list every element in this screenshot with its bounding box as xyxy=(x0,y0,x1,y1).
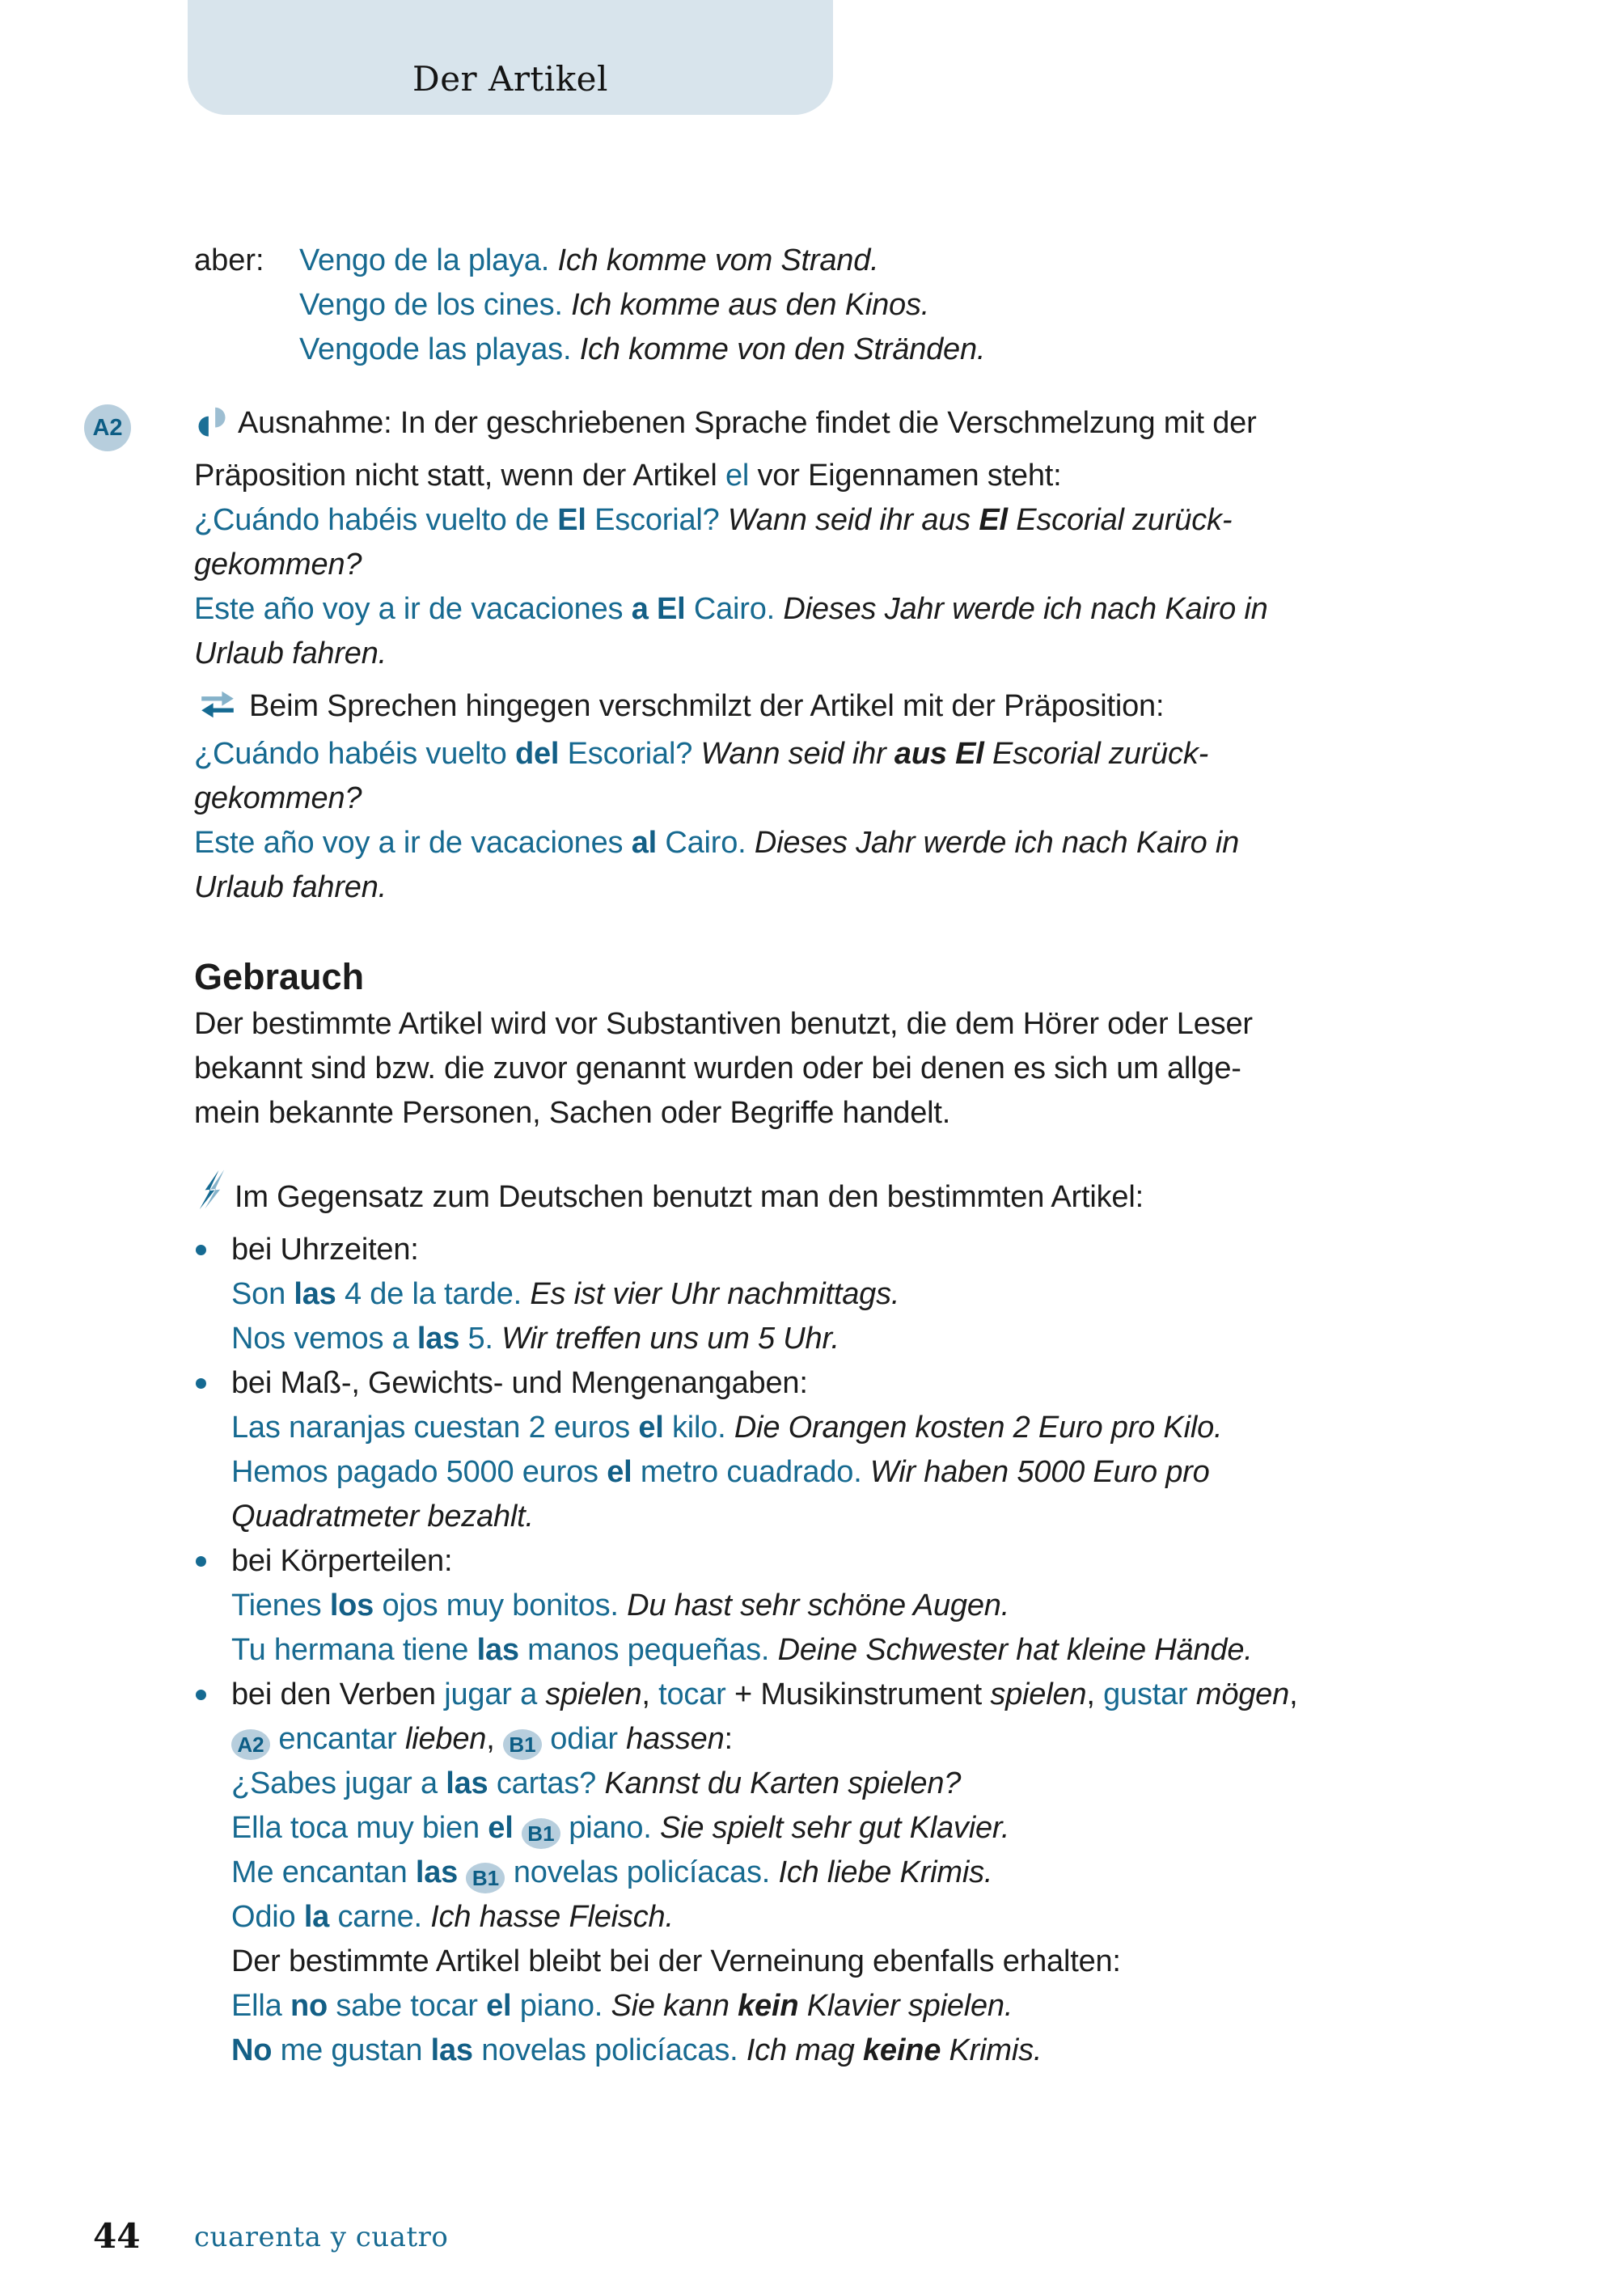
text-run: keine xyxy=(863,2033,941,2067)
bullet-dot xyxy=(196,1556,206,1567)
page-content xyxy=(92,239,1592,2073)
text-run: Ich liebe Krimis. xyxy=(778,1855,993,1889)
text-line xyxy=(194,239,1592,283)
text-run: el xyxy=(488,1811,514,1845)
text-run: bei den Verben xyxy=(231,1677,445,1711)
text-line xyxy=(194,1717,1592,1762)
sprechen-paragraph xyxy=(194,684,1592,910)
text-run: Wann seid ihr xyxy=(700,737,894,771)
text-run: El xyxy=(979,503,1008,537)
text-run: ¿Cuándo habéis vuelto xyxy=(194,737,515,771)
text-run: Ich komme vom Strand. xyxy=(557,243,879,277)
text-run: las xyxy=(294,1277,336,1311)
bullet-dot xyxy=(196,1378,206,1389)
text-run: Ausnahme: In der geschriebenen Sprache findet die Verschmelzung mit der xyxy=(238,406,1257,440)
text-run: Cairo. xyxy=(656,826,755,860)
text-run: No xyxy=(231,2033,273,2067)
text-run: bei Maß-, Gewichts- und Mengenangaben: xyxy=(231,1366,808,1400)
text-line xyxy=(194,2029,1592,2073)
text-line xyxy=(194,1361,1592,1406)
text-run: lieben xyxy=(405,1722,487,1756)
text-run: piano. xyxy=(511,1989,611,2023)
gebrauch-paragraph xyxy=(194,1002,1592,1136)
text-run: kilo. xyxy=(663,1411,734,1445)
text-line xyxy=(194,1047,1592,1091)
text-run: piano. xyxy=(560,1811,660,1845)
text-run: manos pequeñas. xyxy=(518,1633,778,1667)
text-run: Escorial? xyxy=(559,737,701,771)
text-line xyxy=(194,1228,1592,1272)
artikel-usage-list xyxy=(194,1228,1592,2073)
text-run: el xyxy=(486,1989,512,2023)
text-run: gustar xyxy=(1103,1677,1188,1711)
text-run: El xyxy=(557,503,586,537)
text-run: del xyxy=(514,737,560,771)
text-run: Dieses Jahr werde ich nach Kairo in xyxy=(783,592,1268,626)
text-run: Este año voy a ir de vacaciones xyxy=(194,592,632,626)
level-badge-b1: B1 xyxy=(466,1863,505,1893)
text-run: Der bestimmte Artikel wird vor Substantiven benutzt, die dem Hörer oder Leser xyxy=(194,1007,1253,1041)
text-run: Nos vemos a xyxy=(231,1322,417,1356)
text-run: Las naranjas cuestan 2 euros xyxy=(231,1411,639,1445)
text-run: Sie spielt sehr gut Klavier. xyxy=(659,1811,1010,1845)
text-run: odiar xyxy=(541,1722,627,1756)
text-run: Son xyxy=(231,1277,294,1311)
text-run: Krimis. xyxy=(941,2033,1042,2067)
text-run: Vengo de los cines. xyxy=(299,288,572,322)
text-line xyxy=(194,865,1592,910)
text-run: las xyxy=(415,1855,459,1889)
text-run: , xyxy=(1086,1677,1104,1711)
text-run: las xyxy=(476,1633,519,1667)
text-run: Odio xyxy=(231,1900,304,1934)
text-run: Vengode las playas. xyxy=(299,332,580,366)
text-line xyxy=(194,1272,1592,1317)
text-run: encantar xyxy=(270,1722,405,1756)
text-run: Ich mag xyxy=(746,2033,863,2067)
text-run: Quadratmeter bezahlt. xyxy=(231,1500,534,1534)
text-line xyxy=(194,684,1592,732)
text-run: Este año voy a ir de vacaciones xyxy=(194,826,632,860)
bullet-dot xyxy=(196,1245,206,1255)
text-run: bei Körperteilen: xyxy=(231,1544,453,1578)
text-line xyxy=(194,1317,1592,1361)
text-run: Vengo de la playa. xyxy=(299,243,558,277)
text-run: al xyxy=(631,826,657,860)
text-run: Es ist vier Uhr nachmittags. xyxy=(530,1277,900,1311)
text-run: Escorial zurück- xyxy=(983,737,1209,771)
text-run: Tienes xyxy=(231,1589,330,1622)
text-run: gekommen? xyxy=(194,781,362,815)
text-run: Ella xyxy=(231,1989,290,2023)
text-run: Die Orangen kosten 2 Euro pro Kilo. xyxy=(734,1411,1223,1445)
text-line xyxy=(194,632,1592,676)
text-line xyxy=(194,1002,1592,1047)
text-line xyxy=(194,1851,1592,1895)
text-run: Beim Sprechen hingegen verschmilzt der Artikel mit der Präposition: xyxy=(249,689,1165,723)
text-run: , xyxy=(1289,1677,1298,1711)
text-line xyxy=(194,1806,1592,1851)
text-run: los xyxy=(329,1589,374,1622)
text-run: Wann seid ihr aus xyxy=(727,503,979,537)
text-run: Deine Schwester hat kleine Hände. xyxy=(777,1633,1253,1667)
text-run: a El xyxy=(631,592,686,626)
header-tab xyxy=(188,0,833,115)
level-badge-b1: B1 xyxy=(503,1729,542,1760)
page-number-words: cuarenta y cuatro xyxy=(194,2221,449,2253)
text-run: , xyxy=(641,1677,659,1711)
text-run: Ella toca muy bien xyxy=(231,1811,488,1845)
text-line xyxy=(194,401,1592,454)
text-run: el xyxy=(638,1411,664,1445)
text-run: las xyxy=(430,2033,473,2067)
page-footer xyxy=(93,2216,1575,2256)
text-run: Dieses Jahr werde ich nach Kairo in xyxy=(754,826,1240,860)
text-line xyxy=(194,587,1592,632)
text-run: Sie kann xyxy=(611,1989,738,2023)
text-line xyxy=(194,283,1592,328)
text-run: ¿Sabes jugar a xyxy=(231,1766,446,1800)
text-run: jugar a xyxy=(444,1677,546,1711)
text-run: Der bestimmte Artikel bleibt bei der Verneinung ebenfalls erhalten: xyxy=(231,1944,1121,1978)
text-run: spielen xyxy=(990,1677,1087,1711)
text-run: no xyxy=(290,1989,328,2023)
text-run: 4 de la tarde. xyxy=(336,1277,531,1311)
text-run xyxy=(458,1855,466,1889)
text-run: las xyxy=(417,1322,460,1356)
page-title: Der Artikel xyxy=(412,59,608,99)
text-run: + Musikinstrument xyxy=(725,1677,991,1711)
text-run: : xyxy=(724,1722,733,1756)
text-run: el xyxy=(725,459,750,493)
text-run xyxy=(1188,1677,1196,1711)
half-circle-icon xyxy=(194,405,230,454)
text-run: Hemos pagado 5000 euros xyxy=(231,1455,607,1489)
ausnahme-paragraph xyxy=(92,401,1592,676)
text-run: Du hast sehr schöne Augen. xyxy=(627,1589,1010,1622)
aber-label: aber: xyxy=(194,243,264,277)
text-run: Escorial? xyxy=(586,503,728,537)
text-run: aus El xyxy=(894,737,984,771)
text-run: Klavier spielen. xyxy=(798,1989,1013,2023)
text-line xyxy=(194,1450,1592,1495)
text-line xyxy=(194,1628,1592,1673)
text-run: ¿Cuándo habéis vuelto de xyxy=(194,503,558,537)
text-run: hassen xyxy=(626,1722,725,1756)
text-run: Wir treffen uns um 5 Uhr. xyxy=(501,1322,839,1356)
gegensatz-intro xyxy=(194,1170,1592,1228)
text-run: spielen xyxy=(545,1677,642,1711)
text-run: Escorial zurück- xyxy=(1007,503,1233,537)
text-line xyxy=(194,1091,1592,1136)
text-line xyxy=(194,1406,1592,1450)
text-run: Urlaub fahren. xyxy=(194,637,387,671)
text-run: vor Eigennamen steht: xyxy=(749,459,1062,493)
gebrauch-heading xyxy=(194,952,1592,1002)
text-run: Ich hasse Fleisch. xyxy=(430,1900,674,1934)
text-run: cartas? xyxy=(488,1766,605,1800)
text-run: Kannst du Karten spielen? xyxy=(604,1766,962,1800)
text-run: mein bekannte Personen, Sachen oder Begriffe handelt. xyxy=(194,1096,951,1130)
page-number: 44 xyxy=(93,2216,141,2256)
text-run: carne. xyxy=(329,1900,431,1934)
text-run: novelas policíacas. xyxy=(505,1855,779,1889)
level-badge-a2: A2 xyxy=(231,1729,270,1760)
text-line xyxy=(194,1984,1592,2029)
text-line xyxy=(194,454,1592,498)
text-run: la xyxy=(303,1900,330,1934)
text-run: gekommen? xyxy=(194,548,362,582)
text-run: 5. xyxy=(459,1322,502,1356)
section-heading-text: Gebrauch xyxy=(194,956,365,997)
text-line xyxy=(194,821,1592,865)
text-run: Präposition nicht statt, wenn der Artikel xyxy=(194,459,725,493)
text-line xyxy=(194,543,1592,587)
text-run: Im Gegensatz zum Deutschen benutzt man den bestimmten Artikel: xyxy=(235,1180,1144,1214)
text-run xyxy=(514,1811,522,1845)
text-run: bekannt sind bzw. die zuvor genannt wurden oder bei denen es sich um allge- xyxy=(194,1051,1241,1085)
text-run: , xyxy=(486,1722,503,1756)
level-badge-b1: B1 xyxy=(522,1818,560,1849)
text-run: sabe tocar xyxy=(327,1989,487,2023)
text-line xyxy=(194,1170,1592,1228)
text-run: bei Uhrzeiten: xyxy=(231,1233,419,1267)
text-line xyxy=(194,1895,1592,1940)
text-line xyxy=(194,498,1592,543)
text-line xyxy=(194,1762,1592,1806)
level-badge-a2: A2 xyxy=(84,404,131,451)
text-run: Cairo. xyxy=(685,592,784,626)
lightning-icon xyxy=(194,1170,230,1228)
text-run: metro cuadrado. xyxy=(632,1455,870,1489)
text-run: Ich komme von den Stränden. xyxy=(579,332,986,366)
text-run: Me encantan xyxy=(231,1855,416,1889)
text-line xyxy=(194,732,1592,776)
aber-examples-block xyxy=(194,239,1592,372)
text-run: el xyxy=(607,1455,632,1489)
text-run: kein xyxy=(738,1989,799,2023)
text-run: Ich komme aus den Kinos. xyxy=(571,288,930,322)
text-run: mögen xyxy=(1195,1677,1290,1711)
text-line xyxy=(194,776,1592,821)
text-line xyxy=(194,328,1592,372)
text-line xyxy=(194,1940,1592,1984)
text-line xyxy=(194,1673,1592,1717)
text-run: novelas policíacas. xyxy=(472,2033,746,2067)
text-line xyxy=(194,1584,1592,1628)
bullet-dot xyxy=(196,1690,206,1700)
text-run: ojos muy bonitos. xyxy=(374,1589,628,1622)
text-run: Wir haben 5000 Euro pro xyxy=(869,1455,1210,1489)
text-run: me gustan xyxy=(272,2033,431,2067)
text-run: Urlaub fahren. xyxy=(194,870,387,904)
text-line xyxy=(194,1495,1592,1539)
text-run: las xyxy=(446,1766,488,1800)
text-run: Tu hermana tiene xyxy=(231,1633,477,1667)
text-run: tocar xyxy=(658,1677,726,1711)
text-line xyxy=(194,1539,1592,1584)
double-arrow-icon xyxy=(194,687,241,732)
